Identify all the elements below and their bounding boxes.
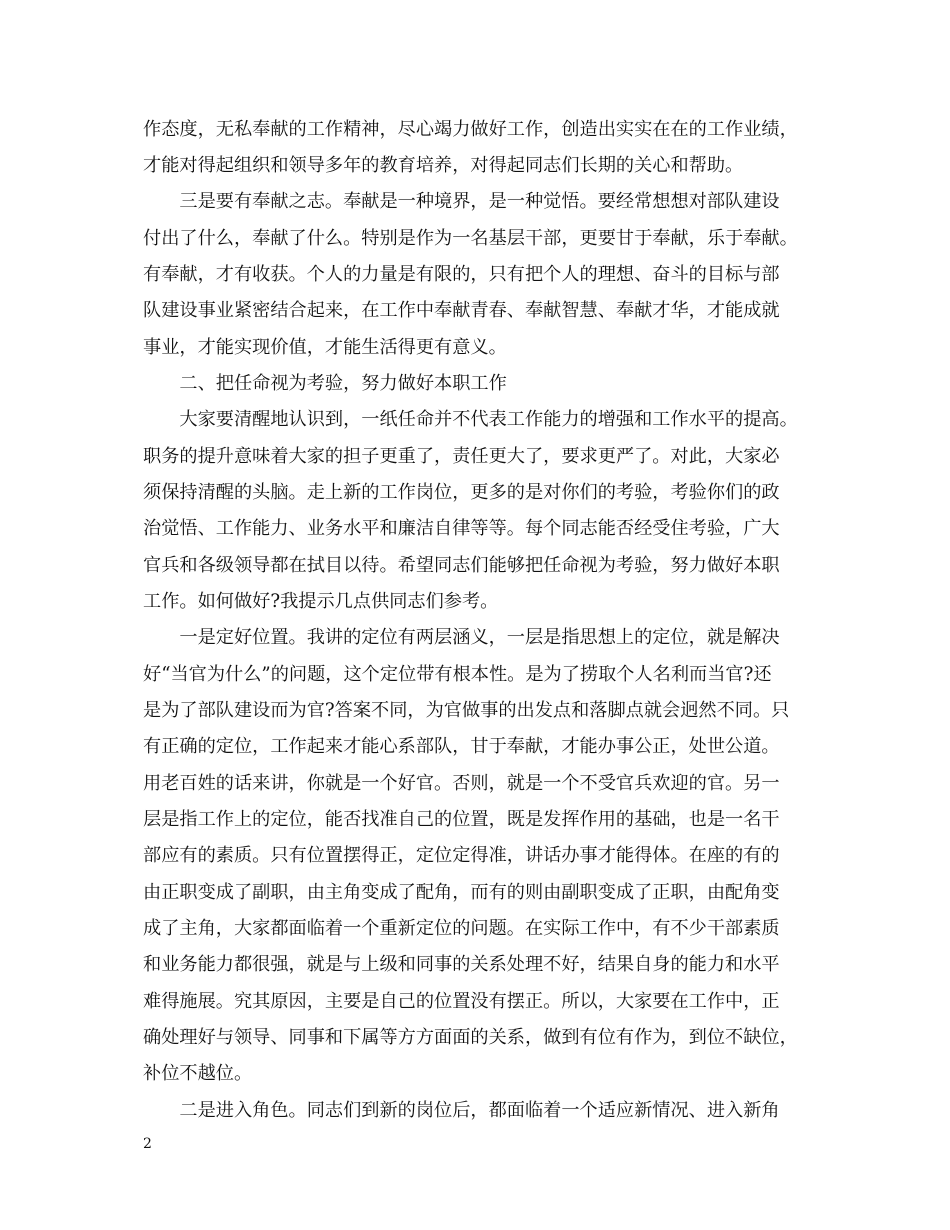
- text-line: 付出了什么，奉献了什么。特别是作为一名基层干部，更要甘于奉献，乐于奉献。: [143, 228, 798, 249]
- text-line: 部应有的素质。只有位置摆得正，定位定得准，讲话办事才能得体。在座的有的: [143, 845, 780, 866]
- page-number: 2: [143, 1136, 152, 1152]
- text-line: 用老百姓的话来讲，你就是一个好官。否则，就是一个不受官兵欢迎的官。另一: [143, 773, 780, 794]
- text-line: 好“当官为什么”的问题，这个定位带有根本性。是为了捞取个人名利而当官?还: [143, 664, 772, 685]
- text-line: 有正确的定位，工作起来才能心系部队，甘于奉献，才能办事公正，处世公道。: [143, 736, 780, 757]
- text-line: 有奉献，才有收获。个人的力量是有限的，只有把个人的理想、奋斗的目标与部: [143, 264, 780, 285]
- text-line: 层是指工作上的定位，能否找准自己的位置，既是发挥作用的基础，也是一名干: [143, 809, 780, 830]
- text-line: 三是要有奉献之志。奉献是一种境界，是一种觉悟。要经常想想对部队建设: [143, 191, 780, 212]
- text-line: 才能对得起组织和领导多年的教育培养，对得起同志们长期的关心和帮助。: [143, 155, 744, 176]
- text-line: 是为了部队建设而为官?答案不同，为官做事的出发点和落脚点就会迥然不同。只: [143, 700, 790, 721]
- text-line: 补位不越位。: [143, 1063, 253, 1084]
- text-line: 一是定好位置。我讲的定位有两层涵义，一层是指思想上的定位，就是解决: [143, 627, 780, 648]
- text-line: 官兵和各级领导都在拭目以待。希望同志们能够把任命视为考验，努力做好本职: [143, 555, 780, 576]
- text-line: 二是进入角色。同志们到新的岗位后，都面临着一个适应新情况、进入新角: [143, 1100, 780, 1121]
- text-line: 由正职变成了副职，由主角变成了配角，而有的则由副职变成了正职，由配角变: [143, 882, 780, 903]
- text-line: 成了主角，大家都面临着一个重新定位的问题。在实际工作中，有不少干部素质: [143, 918, 780, 939]
- text-line: 大家要清醒地认识到，一纸任命并不代表工作能力的增强和工作水平的提高。: [143, 409, 798, 430]
- section-heading: 二、把任命视为考验，努力做好本职工作: [143, 373, 507, 394]
- text-line: 难得施展。究其原因，主要是自己的位置没有摆正。所以，大家要在工作中，正: [143, 991, 780, 1012]
- text-line: 队建设事业紧密结合起来，在工作中奉献青春、奉献智慧、奉献才华，才能成就: [143, 300, 780, 321]
- text-line: 职务的提升意味着大家的担子更重了，责任更大了，要求更严了。对此，大家必: [143, 446, 780, 467]
- text-line: 作态度，无私奉献的工作精神，尽心竭力做好工作，创造出实实在在的工作业绩，: [143, 119, 798, 140]
- text-line: 事业，才能实现价值，才能生活得更有意义。: [143, 337, 507, 358]
- text-line: 工作。如何做好?我提示几点供同志们参考。: [143, 591, 499, 612]
- text-line: 确处理好与领导、同事和下属等方方面面的关系，做到有位有作为，到位不缺位，: [143, 1027, 798, 1048]
- text-line: 和业务能力都很强，就是与上级和同事的关系处理不好，结果自身的能力和水平: [143, 954, 780, 975]
- text-line: 须保持清醒的头脑。走上新的工作岗位，更多的是对你们的考验，考验你们的政: [143, 482, 780, 503]
- text-line: 治觉悟、工作能力、业务水平和廉洁自律等等。每个同志能否经受住考验，广大: [143, 518, 780, 539]
